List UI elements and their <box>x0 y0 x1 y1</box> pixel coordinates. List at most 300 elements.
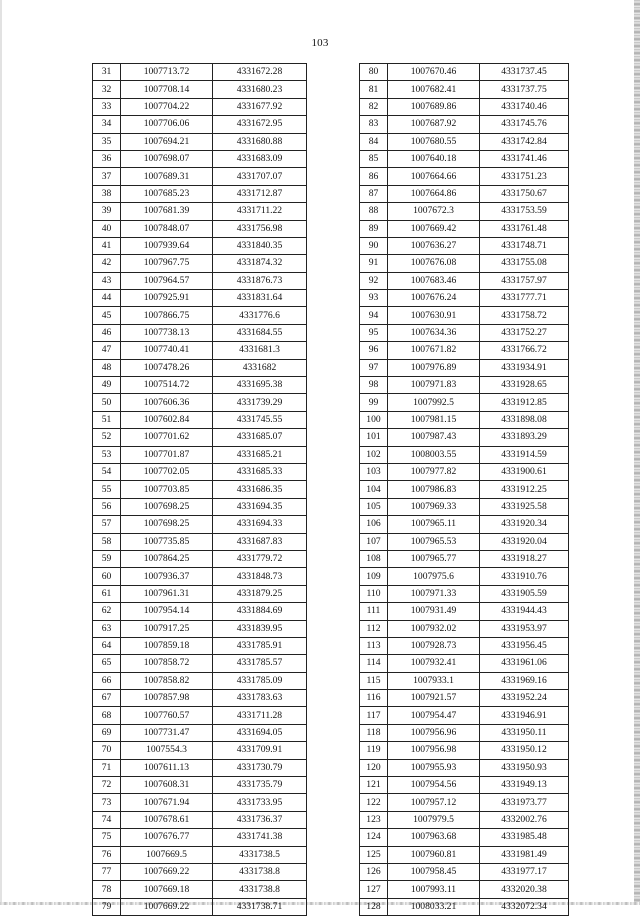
table-row <box>360 898 569 915</box>
point-number-cell: 63 <box>93 620 121 637</box>
x-coordinate-cell: 1007685.23 <box>121 185 213 202</box>
y-coordinate-cell: 4331884.69 <box>213 603 307 620</box>
point-number-cell: 80 <box>360 64 388 81</box>
x-coordinate-cell: 1007866.75 <box>121 307 213 324</box>
point-number-cell: 119 <box>360 742 388 759</box>
y-coordinate-cell: 4331912.25 <box>480 481 569 498</box>
point-number-cell: 59 <box>93 550 121 567</box>
table-row <box>360 516 569 533</box>
point-number-cell: 79 <box>93 898 121 915</box>
x-coordinate-cell: 1007706.06 <box>121 116 213 133</box>
point-number-cell: 34 <box>93 116 121 133</box>
x-coordinate-cell: 1007958.45 <box>388 863 480 880</box>
table-row <box>360 846 569 863</box>
point-number-cell: 127 <box>360 881 388 898</box>
table-row <box>360 620 569 637</box>
x-coordinate-cell: 1007939.64 <box>121 237 213 254</box>
point-number-cell: 103 <box>360 463 388 480</box>
x-coordinate-cell: 1007971.83 <box>388 377 480 394</box>
y-coordinate-cell: 4331952.24 <box>480 690 569 707</box>
y-coordinate-cell: 4331785.91 <box>213 637 307 654</box>
point-number-cell: 114 <box>360 655 388 672</box>
table-row <box>93 429 307 446</box>
y-coordinate-cell: 4331738.71 <box>213 898 307 915</box>
point-number-cell: 111 <box>360 603 388 620</box>
point-number-cell: 125 <box>360 846 388 863</box>
point-number-cell: 67 <box>93 690 121 707</box>
table-row <box>360 533 569 550</box>
y-coordinate-cell: 4331977.17 <box>480 863 569 880</box>
x-coordinate-cell: 1007931.49 <box>388 603 480 620</box>
table-row <box>360 150 569 167</box>
point-number-cell: 47 <box>93 342 121 359</box>
y-coordinate-cell: 4332072.34 <box>480 898 569 915</box>
x-coordinate-cell: 1007955.93 <box>388 759 480 776</box>
table-row <box>360 359 569 376</box>
table-row <box>360 463 569 480</box>
table-row <box>93 98 307 115</box>
point-number-cell: 81 <box>360 81 388 98</box>
table-row <box>360 498 569 515</box>
y-coordinate-cell: 4331949.13 <box>480 777 569 794</box>
table-row <box>93 707 307 724</box>
y-coordinate-cell: 4331761.48 <box>480 220 569 237</box>
point-number-cell: 92 <box>360 272 388 289</box>
point-number-cell: 109 <box>360 568 388 585</box>
x-coordinate-cell: 1007708.14 <box>121 81 213 98</box>
point-number-cell: 72 <box>93 777 121 794</box>
table-row <box>93 620 307 637</box>
table-row <box>93 690 307 707</box>
point-number-cell: 62 <box>93 603 121 620</box>
y-coordinate-cell: 4331950.93 <box>480 759 569 776</box>
x-coordinate-cell: 1007630.91 <box>388 307 480 324</box>
table-row <box>360 411 569 428</box>
table-row <box>360 290 569 307</box>
x-coordinate-cell: 1007848.07 <box>121 220 213 237</box>
y-coordinate-cell: 4331680.23 <box>213 81 307 98</box>
point-number-cell: 84 <box>360 133 388 150</box>
y-coordinate-cell: 4331946.91 <box>480 707 569 724</box>
point-number-cell: 107 <box>360 533 388 550</box>
point-number-cell: 51 <box>93 411 121 428</box>
y-coordinate-cell: 4331742.84 <box>480 133 569 150</box>
point-number-cell: 96 <box>360 342 388 359</box>
y-coordinate-cell: 4331898.08 <box>480 411 569 428</box>
point-number-cell: 65 <box>93 655 121 672</box>
x-coordinate-cell: 1007969.33 <box>388 498 480 515</box>
table-row <box>360 255 569 272</box>
y-coordinate-cell: 4331711.28 <box>213 707 307 724</box>
table-row <box>93 411 307 428</box>
y-coordinate-cell: 4331672.28 <box>213 64 307 81</box>
point-number-cell: 55 <box>93 481 121 498</box>
point-number-cell: 76 <box>93 846 121 863</box>
y-coordinate-cell: 4331738.8 <box>213 881 307 898</box>
y-coordinate-cell: 4331848.73 <box>213 568 307 585</box>
table-row <box>93 829 307 846</box>
x-coordinate-cell: 1007933.1 <box>388 672 480 689</box>
y-coordinate-cell: 4331934.91 <box>480 359 569 376</box>
x-coordinate-cell: 1007971.33 <box>388 585 480 602</box>
table-row <box>93 846 307 863</box>
x-coordinate-cell: 1007689.31 <box>121 168 213 185</box>
point-number-cell: 99 <box>360 394 388 411</box>
x-coordinate-cell: 1007979.5 <box>388 811 480 828</box>
y-coordinate-cell: 4331730.79 <box>213 759 307 776</box>
y-coordinate-cell: 4331709.91 <box>213 742 307 759</box>
point-number-cell: 95 <box>360 324 388 341</box>
y-coordinate-cell: 4331685.21 <box>213 446 307 463</box>
x-coordinate-cell: 1007967.75 <box>121 255 213 272</box>
y-coordinate-cell: 4331981.49 <box>480 846 569 863</box>
point-number-cell: 39 <box>93 203 121 220</box>
coordinates-table-right <box>359 63 569 916</box>
table-row <box>93 516 307 533</box>
point-number-cell: 122 <box>360 794 388 811</box>
x-coordinate-cell: 1007858.82 <box>121 672 213 689</box>
point-number-cell: 43 <box>93 272 121 289</box>
point-number-cell: 36 <box>93 150 121 167</box>
x-coordinate-cell: 1007954.47 <box>388 707 480 724</box>
x-coordinate-cell: 1007682.41 <box>388 81 480 98</box>
x-coordinate-cell: 1007634.36 <box>388 324 480 341</box>
x-coordinate-cell: 1007602.84 <box>121 411 213 428</box>
table-row <box>93 498 307 515</box>
x-coordinate-cell: 1007680.55 <box>388 133 480 150</box>
point-number-cell: 61 <box>93 585 121 602</box>
table-row <box>360 116 569 133</box>
x-coordinate-cell: 1007554.3 <box>121 742 213 759</box>
x-coordinate-cell: 1007986.83 <box>388 481 480 498</box>
table-row <box>93 150 307 167</box>
table-row <box>360 603 569 620</box>
point-number-cell: 68 <box>93 707 121 724</box>
table-row <box>93 116 307 133</box>
y-coordinate-cell: 4331687.83 <box>213 533 307 550</box>
point-number-cell: 90 <box>360 237 388 254</box>
y-coordinate-cell: 4331750.67 <box>480 185 569 202</box>
point-number-cell: 53 <box>93 446 121 463</box>
table-row <box>360 794 569 811</box>
x-coordinate-cell: 1007963.68 <box>388 829 480 846</box>
coordinates-table-left <box>92 63 307 916</box>
y-coordinate-cell: 4331685.07 <box>213 429 307 446</box>
x-coordinate-cell: 1007689.86 <box>388 98 480 115</box>
point-number-cell: 102 <box>360 446 388 463</box>
table-row <box>360 64 569 81</box>
y-coordinate-cell: 4331785.57 <box>213 655 307 672</box>
x-coordinate-cell: 1007702.05 <box>121 463 213 480</box>
y-coordinate-cell: 4331757.97 <box>480 272 569 289</box>
y-coordinate-cell: 4331756.98 <box>213 220 307 237</box>
x-coordinate-cell: 1007992.5 <box>388 394 480 411</box>
table-row <box>93 794 307 811</box>
point-number-cell: 78 <box>93 881 121 898</box>
x-coordinate-cell: 1007976.89 <box>388 359 480 376</box>
table-row <box>360 637 569 654</box>
x-coordinate-cell: 1007514.72 <box>121 377 213 394</box>
x-coordinate-cell: 1007928.73 <box>388 637 480 654</box>
point-number-cell: 44 <box>93 290 121 307</box>
point-number-cell: 77 <box>93 863 121 880</box>
x-coordinate-cell: 1007954.14 <box>121 603 213 620</box>
y-coordinate-cell: 4331694.05 <box>213 724 307 741</box>
x-coordinate-cell: 1007975.6 <box>388 568 480 585</box>
point-number-cell: 112 <box>360 620 388 637</box>
point-number-cell: 128 <box>360 898 388 915</box>
y-coordinate-cell: 4331685.33 <box>213 463 307 480</box>
point-number-cell: 120 <box>360 759 388 776</box>
x-coordinate-cell: 1007738.13 <box>121 324 213 341</box>
y-coordinate-cell: 4331840.35 <box>213 237 307 254</box>
y-coordinate-cell: 4332020.38 <box>480 881 569 898</box>
y-coordinate-cell: 4331950.12 <box>480 742 569 759</box>
point-number-cell: 33 <box>93 98 121 115</box>
x-coordinate-cell: 1007606.36 <box>121 394 213 411</box>
point-number-cell: 117 <box>360 707 388 724</box>
x-coordinate-cell: 1007760.57 <box>121 707 213 724</box>
table-row <box>93 481 307 498</box>
y-coordinate-cell: 4331741.38 <box>213 829 307 846</box>
y-coordinate-cell: 4331914.59 <box>480 446 569 463</box>
point-number-cell: 32 <box>93 81 121 98</box>
point-number-cell: 123 <box>360 811 388 828</box>
x-coordinate-cell: 1007921.57 <box>388 690 480 707</box>
point-number-cell: 38 <box>93 185 121 202</box>
point-number-cell: 93 <box>360 290 388 307</box>
point-number-cell: 50 <box>93 394 121 411</box>
point-number-cell: 101 <box>360 429 388 446</box>
table-row <box>360 777 569 794</box>
x-coordinate-cell: 1008033.21 <box>388 898 480 915</box>
y-coordinate-cell: 4331783.63 <box>213 690 307 707</box>
y-coordinate-cell: 4331839.95 <box>213 620 307 637</box>
x-coordinate-cell: 1007735.85 <box>121 533 213 550</box>
table-row <box>93 324 307 341</box>
point-number-cell: 124 <box>360 829 388 846</box>
y-coordinate-cell: 4331785.09 <box>213 672 307 689</box>
x-coordinate-cell: 1007965.77 <box>388 550 480 567</box>
x-coordinate-cell: 1007993.11 <box>388 881 480 898</box>
table-row <box>360 394 569 411</box>
point-number-cell: 82 <box>360 98 388 115</box>
table-row <box>93 272 307 289</box>
table-row <box>93 603 307 620</box>
x-coordinate-cell: 1007683.46 <box>388 272 480 289</box>
y-coordinate-cell: 4331682 <box>213 359 307 376</box>
x-coordinate-cell: 1007965.11 <box>388 516 480 533</box>
y-coordinate-cell: 4331956.45 <box>480 637 569 654</box>
y-coordinate-cell: 4331925.58 <box>480 498 569 515</box>
x-coordinate-cell: 1007669.18 <box>121 881 213 898</box>
table-row <box>93 81 307 98</box>
table-row <box>360 237 569 254</box>
point-number-cell: 45 <box>93 307 121 324</box>
x-coordinate-cell: 1007981.15 <box>388 411 480 428</box>
table-row <box>360 672 569 689</box>
y-coordinate-cell: 4331683.09 <box>213 150 307 167</box>
y-coordinate-cell: 4331672.95 <box>213 116 307 133</box>
point-number-cell: 110 <box>360 585 388 602</box>
point-number-cell: 89 <box>360 220 388 237</box>
table-row <box>93 881 307 898</box>
table-row <box>360 446 569 463</box>
table-row <box>360 81 569 98</box>
table-row <box>93 863 307 880</box>
table-row <box>93 237 307 254</box>
point-number-cell: 52 <box>93 429 121 446</box>
y-coordinate-cell: 4331831.64 <box>213 290 307 307</box>
x-coordinate-cell: 1007956.98 <box>388 742 480 759</box>
table-row <box>93 672 307 689</box>
table-row <box>93 133 307 150</box>
point-number-cell: 91 <box>360 255 388 272</box>
x-coordinate-cell: 1007698.07 <box>121 150 213 167</box>
point-number-cell: 60 <box>93 568 121 585</box>
table-row <box>93 568 307 585</box>
y-coordinate-cell: 4331738.5 <box>213 846 307 863</box>
y-coordinate-cell: 4331707.07 <box>213 168 307 185</box>
table-row <box>93 64 307 81</box>
x-coordinate-cell: 1007678.61 <box>121 811 213 828</box>
x-coordinate-cell: 1007925.91 <box>121 290 213 307</box>
table-row <box>93 185 307 202</box>
table-row <box>360 759 569 776</box>
table-row <box>93 203 307 220</box>
x-coordinate-cell: 1007857.98 <box>121 690 213 707</box>
table-row <box>93 742 307 759</box>
y-coordinate-cell: 4331900.61 <box>480 463 569 480</box>
x-coordinate-cell: 1007669.5 <box>121 846 213 863</box>
y-coordinate-cell: 4331712.87 <box>213 185 307 202</box>
x-coordinate-cell: 1008003.55 <box>388 446 480 463</box>
x-coordinate-cell: 1007670.46 <box>388 64 480 81</box>
y-coordinate-cell: 4331738.8 <box>213 863 307 880</box>
y-coordinate-cell: 4331777.71 <box>480 290 569 307</box>
table-row <box>360 707 569 724</box>
point-number-cell: 106 <box>360 516 388 533</box>
x-coordinate-cell: 1007676.77 <box>121 829 213 846</box>
table-row <box>93 446 307 463</box>
y-coordinate-cell: 4331737.75 <box>480 81 569 98</box>
table-row <box>360 881 569 898</box>
x-coordinate-cell: 1007669.42 <box>388 220 480 237</box>
point-number-cell: 97 <box>360 359 388 376</box>
y-coordinate-cell: 4331776.6 <box>213 307 307 324</box>
point-number-cell: 35 <box>93 133 121 150</box>
x-coordinate-cell: 1007864.25 <box>121 550 213 567</box>
table-row <box>93 377 307 394</box>
point-number-cell: 46 <box>93 324 121 341</box>
x-coordinate-cell: 1007694.21 <box>121 133 213 150</box>
y-coordinate-cell: 4331905.59 <box>480 585 569 602</box>
y-coordinate-cell: 4331745.76 <box>480 116 569 133</box>
y-coordinate-cell: 4331944.43 <box>480 603 569 620</box>
x-coordinate-cell: 1007478.26 <box>121 359 213 376</box>
x-coordinate-cell: 1007698.25 <box>121 516 213 533</box>
scan-edge-right <box>634 0 640 905</box>
y-coordinate-cell: 4331740.46 <box>480 98 569 115</box>
y-coordinate-cell: 4331876.73 <box>213 272 307 289</box>
y-coordinate-cell: 4331950.11 <box>480 724 569 741</box>
y-coordinate-cell: 4331745.55 <box>213 411 307 428</box>
table-row <box>360 377 569 394</box>
x-coordinate-cell: 1007681.39 <box>121 203 213 220</box>
point-number-cell: 105 <box>360 498 388 515</box>
x-coordinate-cell: 1007964.57 <box>121 272 213 289</box>
point-number-cell: 49 <box>93 377 121 394</box>
table-row <box>360 481 569 498</box>
y-coordinate-cell: 4331893.29 <box>480 429 569 446</box>
point-number-cell: 85 <box>360 150 388 167</box>
point-number-cell: 126 <box>360 863 388 880</box>
point-number-cell: 66 <box>93 672 121 689</box>
x-coordinate-cell: 1007669.22 <box>121 863 213 880</box>
table-row <box>360 811 569 828</box>
table-row <box>360 220 569 237</box>
table-row <box>360 585 569 602</box>
y-coordinate-cell: 4331969.16 <box>480 672 569 689</box>
y-coordinate-cell: 4331739.29 <box>213 394 307 411</box>
x-coordinate-cell: 1007703.85 <box>121 481 213 498</box>
table-row <box>360 272 569 289</box>
y-coordinate-cell: 4331695.38 <box>213 377 307 394</box>
table-row <box>360 655 569 672</box>
table-row <box>360 863 569 880</box>
point-number-cell: 56 <box>93 498 121 515</box>
x-coordinate-cell: 1007676.24 <box>388 290 480 307</box>
y-coordinate-cell: 4331681.3 <box>213 342 307 359</box>
x-coordinate-cell: 1007664.86 <box>388 185 480 202</box>
y-coordinate-cell: 4331733.95 <box>213 794 307 811</box>
point-number-cell: 75 <box>93 829 121 846</box>
x-coordinate-cell: 1007640.18 <box>388 150 480 167</box>
table-row <box>360 550 569 567</box>
table-row <box>93 637 307 654</box>
table-row <box>360 690 569 707</box>
y-coordinate-cell: 4331918.27 <box>480 550 569 567</box>
y-coordinate-cell: 4331751.23 <box>480 168 569 185</box>
x-coordinate-cell: 1007608.31 <box>121 777 213 794</box>
x-coordinate-cell: 1007671.82 <box>388 342 480 359</box>
x-coordinate-cell: 1007701.62 <box>121 429 213 446</box>
y-coordinate-cell: 4331748.71 <box>480 237 569 254</box>
table-row <box>360 429 569 446</box>
table-row <box>93 585 307 602</box>
x-coordinate-cell: 1007965.53 <box>388 533 480 550</box>
x-coordinate-cell: 1007669.22 <box>121 898 213 915</box>
point-number-cell: 73 <box>93 794 121 811</box>
table-row <box>360 568 569 585</box>
x-coordinate-cell: 1007687.92 <box>388 116 480 133</box>
x-coordinate-cell: 1007954.56 <box>388 777 480 794</box>
point-number-cell: 41 <box>93 237 121 254</box>
table-row <box>93 463 307 480</box>
point-number-cell: 113 <box>360 637 388 654</box>
x-coordinate-cell: 1007636.27 <box>388 237 480 254</box>
point-number-cell: 121 <box>360 777 388 794</box>
table-row <box>93 359 307 376</box>
point-number-cell: 88 <box>360 203 388 220</box>
x-coordinate-cell: 1007672.3 <box>388 203 480 220</box>
y-coordinate-cell: 4331741.46 <box>480 150 569 167</box>
scan-edge-left <box>0 0 2 905</box>
point-number-cell: 42 <box>93 255 121 272</box>
y-coordinate-cell: 4331879.25 <box>213 585 307 602</box>
table-row <box>93 307 307 324</box>
point-number-cell: 37 <box>93 168 121 185</box>
